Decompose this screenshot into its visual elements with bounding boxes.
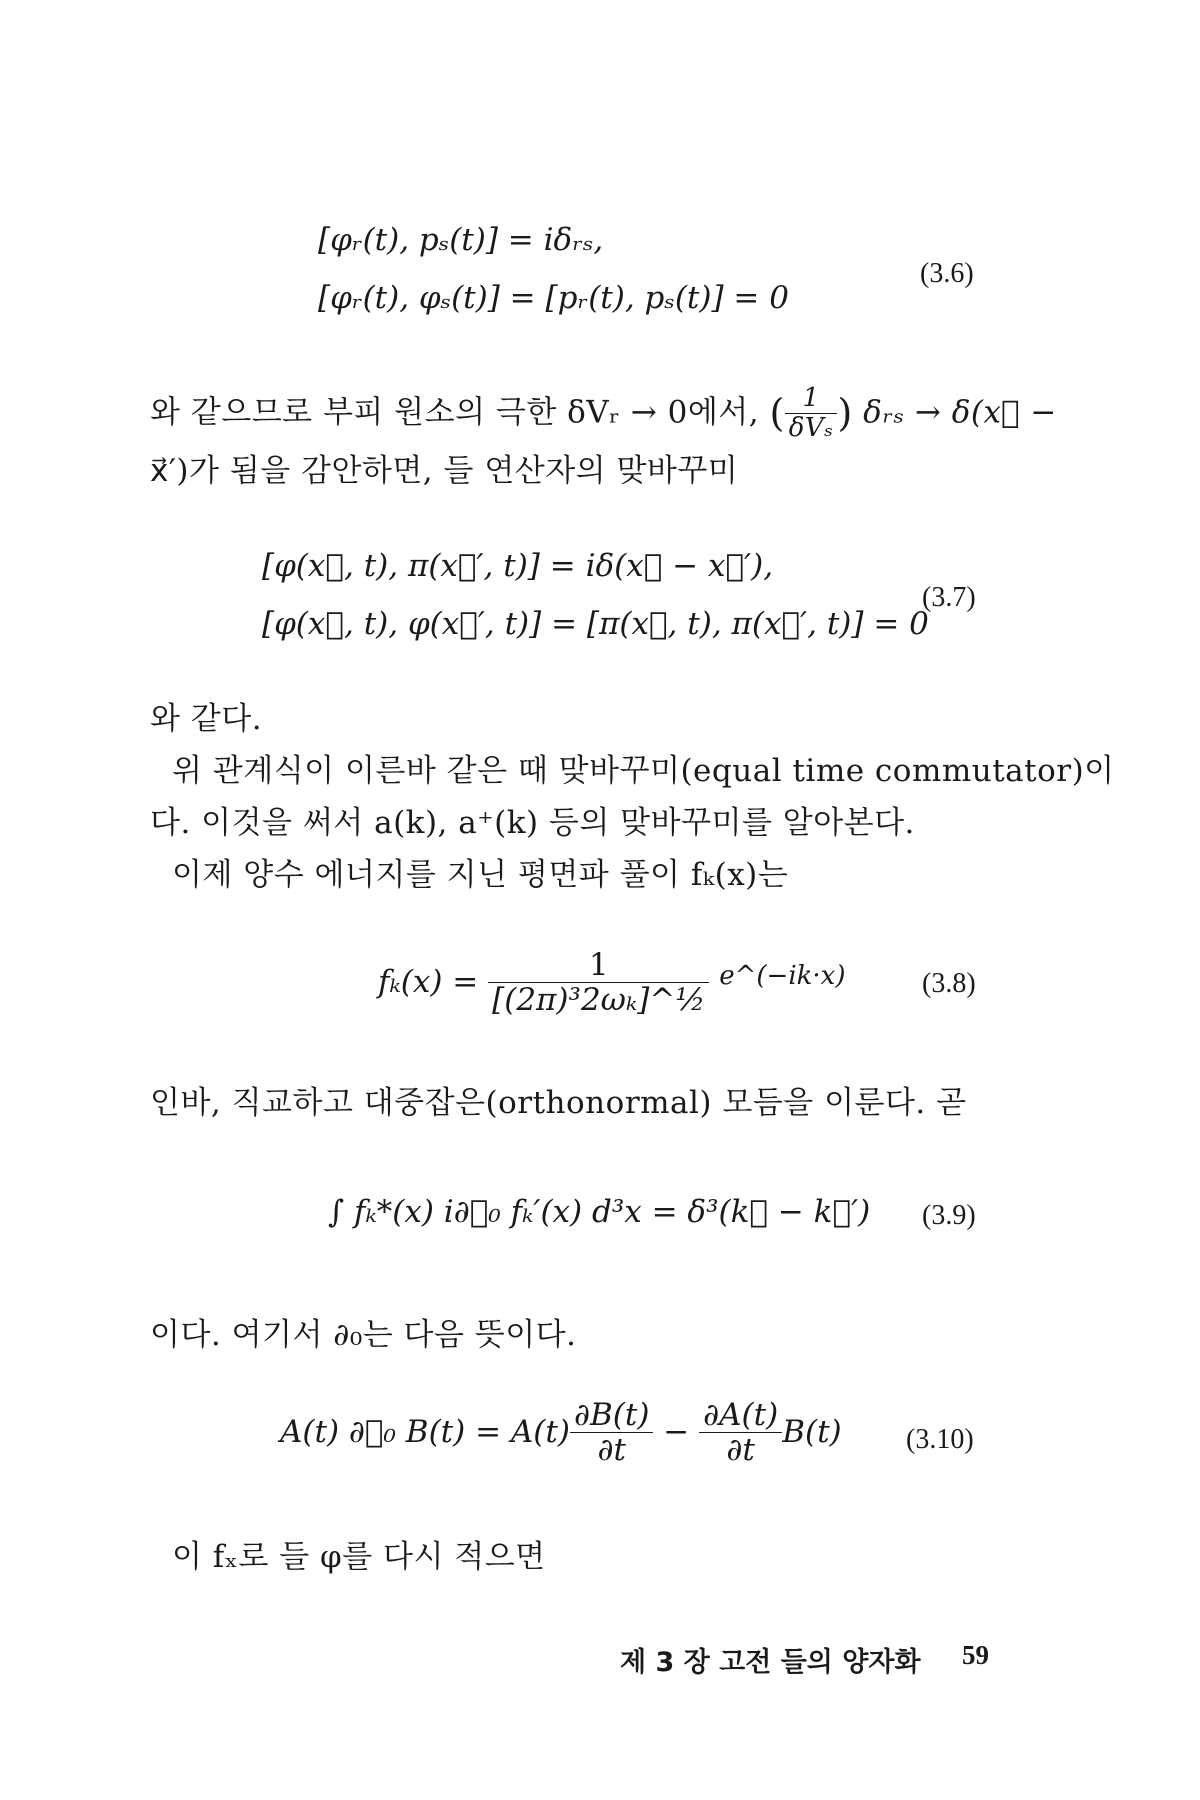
paragraph-4-line-1: 이제 양수 에너지를 지닌 평면파 풀이 fₖ(x)는	[172, 857, 789, 893]
fraction-denominator: δVₛ	[788, 412, 834, 443]
equation-3-10-minus: −	[663, 1413, 690, 1450]
equation-3-8-lhs: fₖ(x) =	[378, 963, 479, 1000]
equation-3-10-fraction-2	[699, 1398, 782, 1469]
equation-3-10-fraction-1-denominator: ∂t	[597, 1432, 626, 1469]
equation-3-10-lhs: A(t) ∂⃡₀ B(t) = A(t)	[280, 1413, 570, 1450]
equation-3-10	[280, 1398, 842, 1469]
fraction-one-over-delta-vs	[785, 384, 838, 443]
equation-number-3-10: (3.10)	[906, 1424, 974, 1455]
equation-3-10-fraction-1-numerator: ∂B(t)	[570, 1398, 653, 1433]
equation-3-10-fraction-2-denominator: ∂t	[726, 1432, 755, 1469]
close-paren: )	[837, 391, 853, 435]
paragraph-3-line-2: 다. 이것을 써서 a(k), a⁺(k) 등의 맞바꾸미를 알아본다.	[150, 805, 915, 841]
equation-3-6-line-2: [φᵣ(t), φₛ(t)] = [pᵣ(t), pₛ(t)] = 0	[318, 280, 789, 316]
equation-3-8-denominator: [(2π)³2ωₖ]^½	[492, 982, 706, 1019]
equation-3-7-line-1: [φ(x⃗, t), π(x⃗′, t)] = iδ(x⃗ − x⃗′),	[262, 548, 774, 584]
equation-3-8	[378, 948, 845, 1019]
equation-3-6-line-1: [φᵣ(t), pₛ(t)] = iδᵣₛ,	[318, 222, 604, 258]
equation-number-3-7: (3.7)	[922, 582, 976, 613]
page-number: 59	[962, 1640, 989, 1670]
equation-3-10-tail: B(t)	[782, 1413, 842, 1450]
equation-3-9: ∫ fₖ*(x) i∂⃡₀ fₖ′(x) d³x = δ³(k⃗ − k⃗′)	[328, 1194, 871, 1230]
equation-number-3-9: (3.9)	[922, 1200, 976, 1231]
equation-3-10-fraction-1	[570, 1398, 653, 1469]
paragraph-6-line-1: 이다. 여기서 ∂₀는 다음 뜻이다.	[150, 1317, 577, 1353]
equation-3-10-fraction-2-numerator: ∂A(t)	[699, 1398, 782, 1433]
equation-number-3-8: (3.8)	[922, 968, 976, 999]
equation-3-7-line-2: [φ(x⃗, t), φ(x⃗′, t)] = [π(x⃗, t), π(x⃗′, t)] = 0	[262, 606, 929, 642]
paragraph-5-line-1: 인바, 직교하고 대중잡은(orthonormal) 모듬을 이룬다. 곧	[150, 1085, 967, 1121]
paragraph-1-line-2: x⃗′)가 됨을 감안하면, 들 연산자의 맞바꾸미	[150, 453, 739, 489]
equation-number-3-6: (3.6)	[920, 258, 974, 289]
chapter-footer: 제 3 장 고전 들의 양자화	[620, 1647, 921, 1678]
paragraph-1-line-1	[150, 384, 1057, 443]
paragraph-1-text-b: δᵣₛ → δ(x⃗ −	[863, 394, 1057, 431]
paragraph-2-line-1: 와 같다.	[150, 701, 263, 737]
paragraph-7-line-1: 이 fₓ로 들 φ를 다시 적으면	[172, 1539, 546, 1575]
paragraph-1-text-a: 와 같으므로 부피 원소의 극한 δVᵣ → 0에서,	[150, 394, 760, 431]
fraction-numerator: 1	[785, 384, 838, 414]
paragraph-3-line-1: 위 관계식이 이른바 같은 때 맞바꾸미(equal time commutator)이	[172, 753, 1115, 789]
equation-3-8-numerator: 1	[488, 948, 709, 983]
open-paren: (	[769, 391, 785, 435]
equation-3-8-exponential: e^(−ik·x)	[719, 960, 846, 991]
equation-3-8-fraction	[488, 948, 709, 1019]
